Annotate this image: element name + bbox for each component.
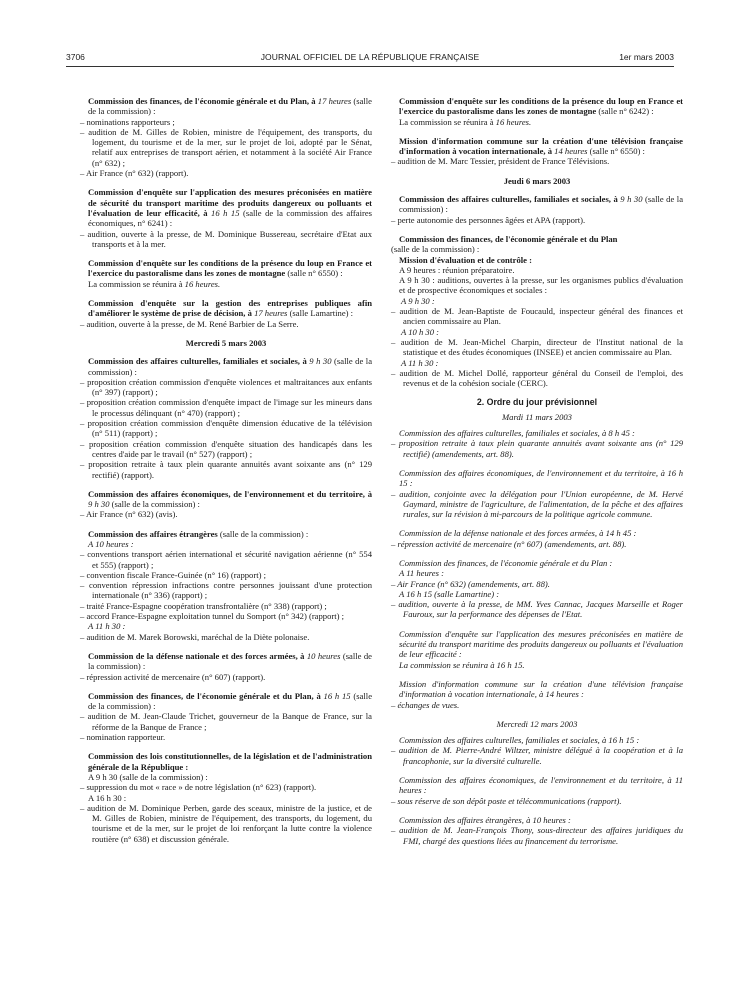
agenda-block — [80, 691, 372, 742]
day-heading: Mercredi 12 mars 2003 — [496, 718, 578, 729]
block-room: (salle Lamartine) : — [289, 308, 354, 319]
agenda-block — [391, 194, 683, 225]
time-slot: A 11 h 30 : — [401, 357, 439, 368]
time-slot: A 9 h 30 : — [401, 295, 435, 306]
list-item: – audition de M. Pierre-André Wiltzer, ministre délégué à la coopération et à la francophonie, sur la diversité culturelle. — [391, 745, 683, 766]
list-item: – audition de M. Marek Borowski, maréchal de la Diète polonaise. — [80, 631, 310, 642]
list-item: – accord France-Espagne exploitation tunnel du Somport (n° 342) (rapport) ; — [80, 611, 345, 622]
agenda-block — [80, 529, 372, 642]
agenda-block — [80, 187, 372, 249]
day-heading: Mercredi 5 mars 2003 — [185, 337, 267, 348]
block-room: (salle de la commission) : — [109, 499, 200, 510]
block-title: Commission des finances, de l'économie générale et du Plan, à — [88, 96, 316, 106]
agenda-block — [80, 356, 372, 480]
block-title: Commission des finances, de l'économie générale et du Plan : — [399, 557, 613, 568]
header-rule — [66, 66, 674, 67]
block-title: Commission de la défense nationale et des forces armées, à 14 h 45 : — [399, 528, 637, 539]
agenda-line: A 9 h 30 : auditions, ouvertes à la presse, sur les organismes publics d'évaluation et de prospective économiques et sociales : — [399, 275, 683, 296]
list-item: – proposition retraite à taux plein quarante annuités avant soixante ans (n° 129 rectifié) (rapport). — [80, 459, 372, 480]
block-note-time: 16 heures. — [495, 116, 532, 127]
block-title: Commission d'enquête sur les conditions de la présence du loup en France et l'exercice du pastoralisme dans les zones de montagne — [399, 96, 683, 117]
block-title: Commission d'enquête sur l'application des mesures préconisées en matière de sécurité du transport maritime des produits dangereux ou polluants et l'évaluation de leur efficacité, à — [88, 187, 372, 218]
list-item: – proposition retraite à taux plein quarante annuités avant soixante ans (n° 129 rectifié) (amendements, art. 88). — [391, 438, 683, 459]
block-title: Commission des affaires culturelles, familiales et sociales, à 8 h 45 : — [399, 428, 635, 439]
block-title: Mission d'information commune sur la création d'une télévision française d'information à vocation internationale, à — [399, 135, 683, 157]
block-time: 17 heures — [254, 308, 288, 319]
list-item: – répression activité de mercenaire (n° 607) (amendements, art. 88). — [391, 538, 627, 549]
agenda-block — [391, 775, 683, 806]
agenda-block — [80, 298, 372, 329]
agenda-block — [391, 468, 683, 519]
list-item: – convention fiscale France-Guinée (n° 16) (rapport) ; — [80, 569, 266, 580]
list-item: – Air France (n° 632) (avis). — [80, 509, 178, 520]
block-title: Commission des affaires culturelles, familiales et sociales, à 16 h 15 : — [399, 735, 640, 746]
list-item: – audition de M. Jean-Michel Charpin, directeur de l'Institut national de la statistique et des études économiques (INSEE) et ancien commissaire au Plan. — [391, 336, 683, 358]
block-note: La commission se réunira à — [88, 278, 183, 289]
block-room: (salle de la commission) : — [217, 528, 309, 539]
list-item: – audition de M. Gilles de Robien, ministre de l'équipement, des transports, du logement, du tourisme et de la mer, sur le projet de loi, adopté par le Sénat, relatif aux entreprises de transport aérien, et notamment à la société Air France (n° 632) ; — [80, 126, 372, 168]
list-item: – audition de M. Marc Tessier, président de France Télévisions. — [391, 156, 610, 167]
list-item: – Air France (n° 632) (rapport). — [80, 168, 189, 179]
agenda-block — [391, 629, 683, 670]
time-slot: A 11 h 30 : — [88, 621, 126, 632]
agenda-block — [391, 234, 683, 388]
block-title: Commission des lois constitutionnelles, de la législation et de l'administration générale de la République : — [88, 751, 372, 772]
list-item: – répression activité de mercenaire (n° 607) (rapport). — [80, 671, 266, 682]
list-item: – proposition création commission d'enquête violences et maltraitances aux enfants (n° 397) (rapport) ; — [80, 376, 372, 398]
block-title: Commission de la défense nationale et des forces armées, à — [88, 650, 305, 661]
list-item: – perte autonomie des personnes âgées et APA (rapport). — [391, 214, 586, 225]
block-title: Commission des affaires culturelles, familiales et sociales, à — [88, 356, 307, 367]
block-title: Commission des affaires étrangères, à 10 heures : — [399, 814, 571, 825]
page-number: 3706 — [66, 52, 85, 62]
block-time: 17 heures — [317, 96, 352, 106]
list-item: – audition de M. Michel Dollé, rapporteur général du Conseil de l'emploi, des revenus et de la cohésion sociale (CERC). — [391, 367, 683, 389]
block-time: 9 h 30 — [309, 356, 332, 367]
section-heading: 2. Ordre du jour prévisionnel — [476, 397, 598, 408]
block-time: 9 h 30 — [620, 194, 643, 205]
block-room: (salle de la commission) : — [88, 356, 373, 377]
agenda-block — [80, 258, 372, 289]
agenda-line: A 9 heures : réunion préparatoire. — [399, 264, 515, 275]
block-title: Commission d'enquête sur l'application des mesures préconisées en matière de sécurité du transport maritime des produits dangereux ou polluants et l'évaluation de leur efficacité : — [399, 628, 683, 660]
block-time: 16 h 15 — [211, 207, 240, 218]
block-room: (salle n° 6550) : — [587, 146, 645, 157]
page-header — [66, 52, 674, 64]
block-time: 9 h 30 — [88, 499, 110, 510]
mission-title: Mission d'évaluation et de contrôle : — [399, 254, 532, 265]
list-item: – Air France (n° 632) (amendements, art. 88). — [391, 578, 550, 589]
time-slot: A 10 h 30 : — [401, 326, 440, 337]
list-item: – audition de M. Jean-François Thony, sous-directeur des affaires juridiques du FMI, chargé des questions liées au financement du terrorisme. — [391, 825, 683, 846]
block-note: La commission se réunira à — [399, 116, 494, 127]
right-column — [391, 96, 683, 855]
agenda-block — [391, 428, 683, 459]
block-room: (salle n° 6242) : — [596, 106, 654, 117]
list-item: – proposition création commission d'enquête dimension éducative de la télévision (n° 511) (rapport) ; — [80, 418, 372, 439]
block-title: Commission des affaires étrangères — [88, 528, 218, 539]
block-room: (salle de la commission) : — [88, 96, 372, 117]
list-item: – audition, ouverte à la presse, de M. Dominique Bussereau, secrétaire d'Etat aux transports et à la mer. — [80, 228, 372, 249]
journal-title: JOURNAL OFFICIEL DE LA RÉPUBLIQUE FRANÇAISE — [260, 52, 480, 62]
list-item: – sous réserve de son dépôt poste et télécommunications (rapport). — [391, 795, 622, 806]
list-item: – conventions transport aérien international et sécurité navigation aérienne (n° 554 et 555) (rapport) ; — [80, 549, 372, 570]
block-title: Commission d'enquête sur les conditions de la présence du loup en France et l'exercice du pastoralisme dans les zones de montagne — [88, 258, 372, 279]
agenda-block — [391, 136, 683, 167]
agenda-block — [391, 558, 683, 620]
time-slot: A 9 h 30 (salle de la commission) : — [88, 771, 208, 782]
list-item: – suppression du mot « race » de notre législation (n° 623) (rapport). — [80, 782, 317, 793]
agenda-block — [391, 96, 683, 127]
block-title: Commission des affaires culturelles, familiales et sociales, à — [399, 194, 618, 205]
agenda-block — [391, 815, 683, 846]
block-time: 16 h 15 — [323, 690, 351, 701]
agenda-block — [80, 489, 372, 520]
block-note: La commission se réunira à 16 h 15. — [399, 659, 525, 670]
list-item: – audition, ouverte à la presse, de MM. Yves Cannac, Jacques Marseille et Roger Fauroux, sur la performance des dépenses de l'Etat. — [391, 599, 683, 620]
block-title: Commission des finances, de l'économie générale et du Plan — [399, 233, 618, 244]
day-heading: Jeudi 6 mars 2003 — [503, 175, 571, 186]
block-room: (salle de la commission) : — [399, 194, 684, 215]
issue-date: 1er mars 2003 — [619, 52, 674, 62]
list-item: – audition, conjointe avec la délégation pour l'Union européenne, de M. Hervé Gaymard, ministre de l'agriculture, de l'alimentation, de la pêche et des affaires rurales, sur la révision à mi-parcours de la politique agricole commune. — [391, 488, 683, 520]
block-title: Commission des finances, de l'économie générale et du Plan, à — [88, 690, 321, 701]
time-slot: A 16 h 15 (salle Lamartine) : — [399, 588, 500, 599]
agenda-block — [391, 528, 683, 549]
block-title: Commission des affaires économiques, de l'environnement et du territoire, à — [88, 488, 372, 499]
agenda-block — [80, 651, 372, 682]
list-item: – audition de M. Jean-Claude Trichet, gouverneur de la Banque de France, sur la réforme de la Banque de France ; — [80, 711, 372, 732]
agenda-block — [391, 735, 683, 766]
list-item: – audition, ouverte à la presse, de M. René Barbier de La Serre. — [80, 318, 299, 329]
time-slot: A 11 heures : — [399, 568, 444, 579]
block-title: Commission des affaires économiques, de l'environnement et du territoire, à 16 h 15 : — [399, 467, 683, 489]
list-item: – convention répression infractions contre personnes jouissant d'une protection internationale (n° 336) (rapport) ; — [80, 580, 372, 601]
block-title: Commission d'enquête sur la gestion des entreprises publiques afin d'améliorer le système de prise de décision, à — [88, 298, 372, 319]
block-room: (salle de la commission) : — [88, 650, 372, 672]
list-item: – nomination rapporteur. — [80, 732, 166, 743]
block-room: (salle n° 6550) : — [285, 268, 343, 279]
agenda-block — [80, 96, 372, 178]
time-slot: A 16 h 30 : — [88, 792, 127, 803]
block-room: (salle de la commission) : — [391, 244, 480, 255]
block-time: 14 heures — [554, 146, 588, 157]
day-heading: Mardi 11 mars 2003 — [502, 411, 572, 422]
block-title: Mission d'information commune sur la création d'une télévision française d'information à vocation internationale, à 14 heures : — [399, 678, 683, 700]
block-time: 10 heures — [306, 650, 341, 661]
block-room: (salle de la commission) : — [88, 690, 373, 712]
list-item: – proposition création commission d'enquête impact de l'image sur les mineurs dans le processus délinquant (n° 470) (rapport) ; — [80, 397, 372, 418]
list-item: – échanges de vues. — [391, 699, 460, 710]
left-column — [80, 96, 372, 853]
list-item: – audition de M. Dominique Perben, garde des sceaux, ministre de la justice, et de M. Gilles de Robien, ministre de l'équipement, des transports, du logement, du tourisme et de la mer, sur le projet de loi renforçant la lutte contre la violence routière (n° 638) et discussion générale. — [80, 802, 372, 844]
block-note-time: 16 heures. — [184, 278, 221, 289]
agenda-block — [80, 751, 372, 844]
block-room: (salle de la commission des affaires économiques, n° 6241) : — [88, 207, 372, 229]
list-item: – audition de M. Jean-Baptiste de Foucauld, inspecteur général des finances et ancien commissaire au Plan. — [391, 306, 683, 327]
time-slot: A 10 heures : — [88, 538, 134, 549]
list-item: – traité France-Espagne coopération transfrontalière (n° 338) (rapport) ; — [80, 600, 327, 611]
block-title: Commission des affaires économiques, de l'environnement et du territoire, à 11 heures : — [399, 775, 683, 796]
agenda-block — [391, 679, 683, 710]
list-item: – nominations rapporteurs ; — [80, 116, 175, 127]
list-item: – proposition création commission d'enquête situation des handicapés dans les centres d'aide par le travail (n° 527) (rapport) ; — [80, 438, 372, 459]
